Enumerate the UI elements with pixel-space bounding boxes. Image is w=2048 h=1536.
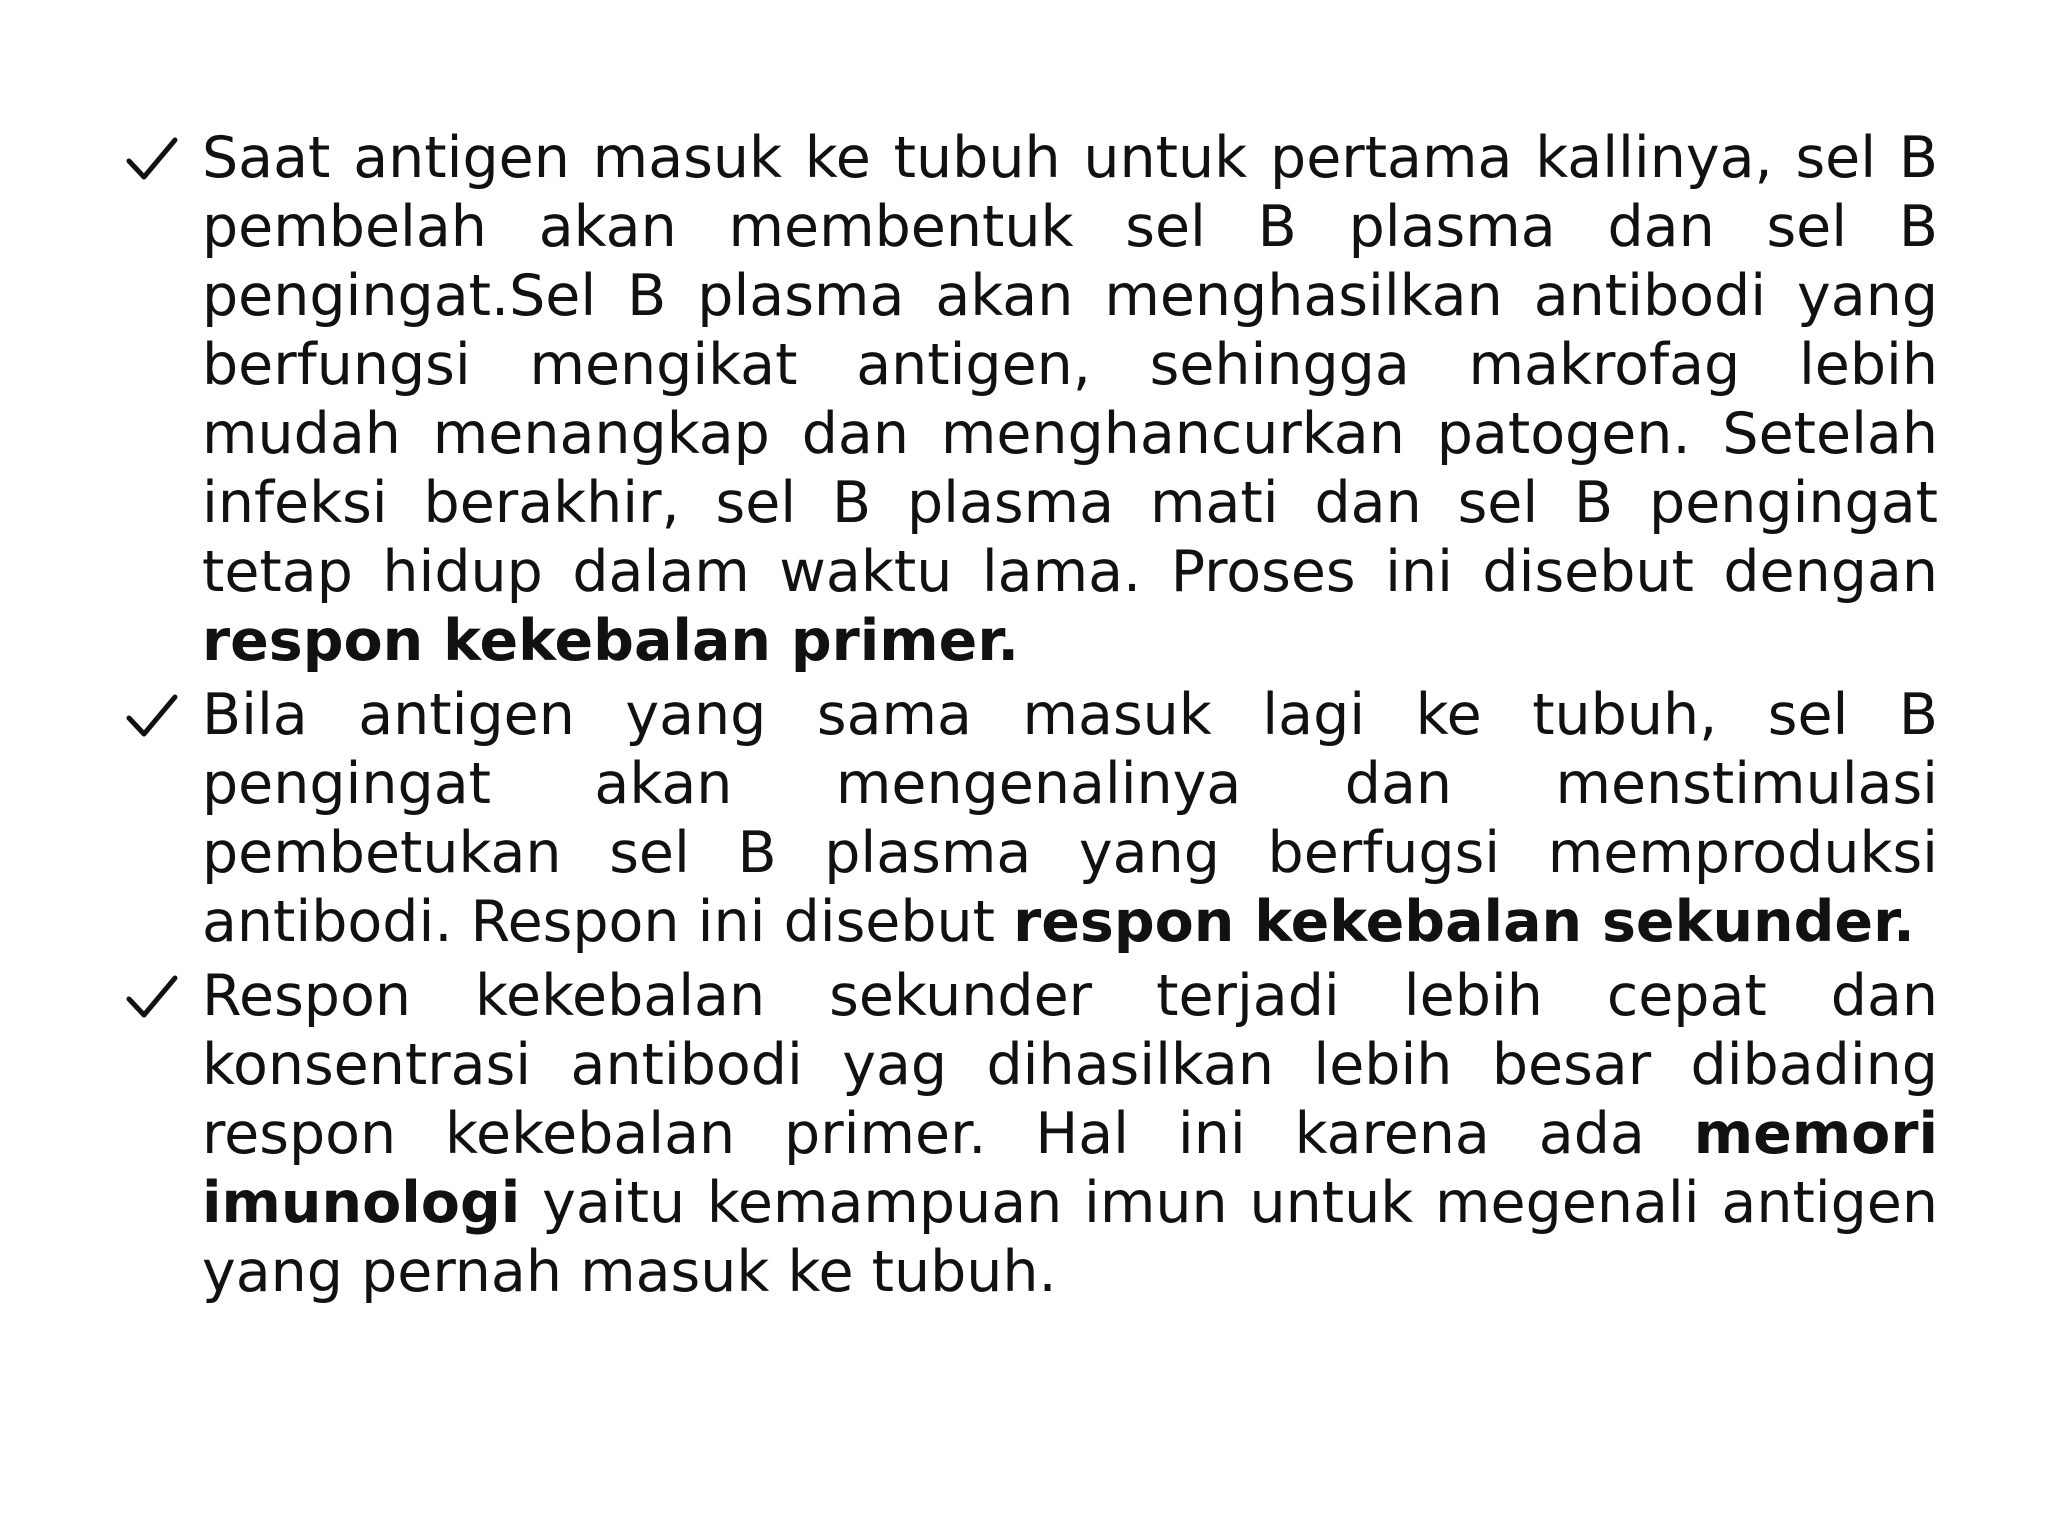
bullet-item-2 [126, 681, 1938, 957]
checkmark-icon [126, 136, 178, 182]
bullet-text-1 [202, 125, 1938, 674]
bullet-item-1 [126, 124, 1938, 676]
bullet-3-text: Respon kekebalan sekunder terjadi lebih cepat dan konsentrasi antibodi yag dihasilkan lebih besar dibading respon kekebalan primer. Hal ini karena ada [202, 963, 1938, 1167]
checkmark-icon [126, 974, 178, 1020]
bullet-1-bold-term: respon kekebalan primer. [202, 608, 1019, 674]
bullet-3-bold-term: memori imunologi [202, 1101, 1938, 1236]
checkmark-icon [126, 693, 178, 739]
bullet-2-bold-term: respon kekebalan sekunder. [1013, 889, 1915, 955]
bullet-2-text: Bila antigen yang sama masuk lagi ke tubuh, sel B pengingat akan mengenalinya dan menstimulasi pembetukan sel B plasma yang berfugsi memproduksi antibodi. Respon ini disebut [202, 682, 1938, 955]
bullet-1-text: Saat antigen masuk ke tubuh untuk pertama kallinya, sel B pembelah akan membentuk sel B plasma dan sel B pengingat.Sel B plasma akan menghasilkan antibodi yang berfungsi mengikat antigen, sehingga makrofag lebih mudah menangkap dan menghancurkan patogen. Setelah infeksi berakhir, sel B plasma mati dan sel B pengingat tetap hidup dalam waktu lama. Proses ini disebut dengan [202, 125, 1938, 605]
bullet-3-text-end: yaitu kemampuan imun untuk megenali antigen yang pernah masuk ke tubuh. [202, 1170, 1938, 1305]
bullet-item-3 [126, 962, 1938, 1307]
bullet-text-3 [202, 963, 1938, 1305]
bullet-text-2 [202, 682, 1938, 955]
bullet-list [126, 124, 1938, 1312]
